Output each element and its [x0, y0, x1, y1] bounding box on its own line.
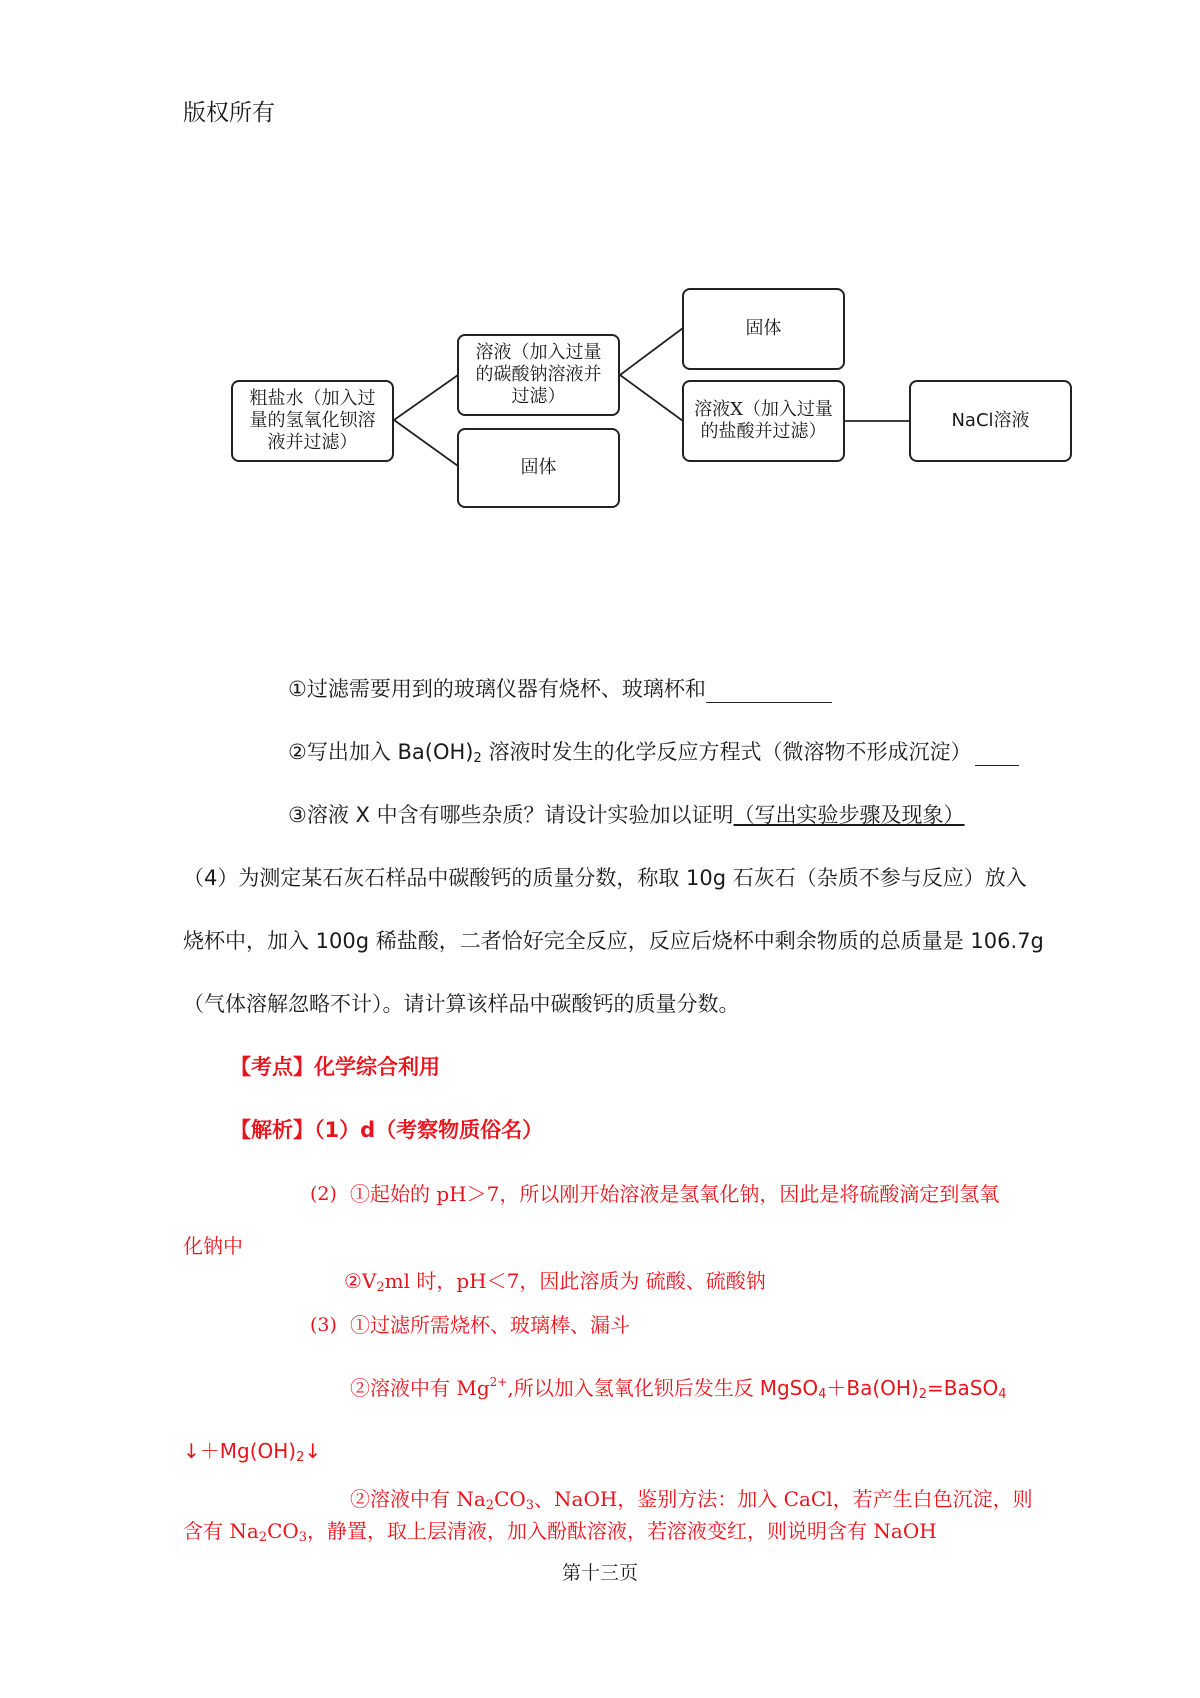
- equation-part: ↓: [304, 1439, 322, 1463]
- connector-line: [394, 420, 458, 466]
- answer-2-line-2: 化钠中: [183, 1234, 243, 1258]
- question-4-line-1: （4）为测定某石灰石样品中碳酸钙的质量分数，称取 10g 石灰石（杂质不参与反应）放入: [183, 866, 1027, 890]
- answer-jiexi: 【解析】（1）d（考察物质俗名）: [230, 1118, 544, 1142]
- subscript: 4: [998, 1387, 1007, 1402]
- subscript: 2: [258, 1530, 268, 1545]
- question-4-line-3: （气体溶解忽略不计）。请计算该样品中碳酸钙的质量分数。: [183, 992, 740, 1016]
- subscript: 2: [296, 1450, 305, 1465]
- text-part: CO: [267, 1519, 299, 1543]
- text-part: 含有 Na: [183, 1519, 259, 1543]
- question-3-text: ③溶液 X 中含有哪些杂质？请设计实验加以证明: [288, 803, 734, 827]
- connector-line: [394, 375, 458, 420]
- answer-3-line-4: [350, 1483, 1033, 1513]
- text-part: CO: [494, 1487, 526, 1511]
- subscript: 4: [818, 1387, 827, 1402]
- text-part: ②溶液中有 Mg: [350, 1376, 490, 1400]
- answer-kaodian: 【考点】化学综合利用: [230, 1055, 440, 1079]
- equation-part: ＋Ba(OH): [826, 1376, 919, 1400]
- subscript: 2: [485, 1498, 495, 1513]
- flow-box-solid-upper: 固体: [682, 288, 845, 370]
- flow-box-crude-brine: 粗盐水（加入过量的氢氧化钡溶液并过滤）: [231, 380, 394, 462]
- answer-2-line-1: ①起始的 pH＞7，所以刚开始溶液是氢氧化钠，因此是将硫酸滴定到氢氧: [350, 1182, 1000, 1206]
- question-2-text: ②写出加入 Ba(OH): [288, 740, 474, 764]
- text-part: ,所以加入氢氧化钡后发生反: [507, 1376, 754, 1400]
- question-2-text-cont: 溶液时发生的化学反应方程式（微溶物不形成沉淀）: [481, 740, 972, 764]
- answer-2-line-3: [344, 1265, 766, 1295]
- answer-3-line-5: [183, 1515, 937, 1545]
- connector-line: [620, 328, 683, 375]
- text-part: ②V: [344, 1269, 377, 1293]
- subscript: 3: [525, 1498, 535, 1513]
- flow-box-nacl: NaCl溶液: [909, 380, 1072, 462]
- subscript: 3: [298, 1530, 308, 1545]
- text-part: ml 时，pH＜7，因此溶质为 硫酸、硫酸钠: [384, 1269, 766, 1293]
- subscript: 2: [918, 1387, 928, 1402]
- text-part: 、NaOH，鉴别方法：加入 CaCl，若产生白色沉淀，则: [534, 1487, 1033, 1511]
- question-2: [288, 736, 1019, 766]
- answer-blank: [975, 743, 1019, 766]
- subscript: 2: [376, 1280, 385, 1295]
- question-3-underlined: （写出实验步骤及现象）: [733, 803, 965, 827]
- flow-box-sodium-carbonate: 溶液（加入过量的碳酸钠溶液并过滤）: [457, 334, 620, 416]
- answer-3-line-2: [350, 1372, 1006, 1402]
- answer-3-line-3: [183, 1435, 321, 1465]
- text-part: ，静置，取上层清液，加入酚酞溶液，若溶液变红，则说明含有 NaOH: [307, 1519, 937, 1543]
- flow-box-solid-lower: 固体: [457, 428, 620, 508]
- answer-2-number: (2): [310, 1183, 337, 1205]
- question-1: [288, 673, 832, 703]
- page-footer: 第十三页: [561, 1562, 638, 1584]
- answer-3-number: (3): [310, 1314, 337, 1336]
- equation-part: MgSO: [759, 1376, 819, 1400]
- connector-line: [620, 375, 683, 421]
- subscript: 2: [473, 751, 482, 766]
- page-header: 版权所有: [183, 100, 275, 126]
- text-part: ②溶液中有 Na: [350, 1487, 486, 1511]
- superscript: 2+: [489, 1375, 508, 1389]
- answer-3-line-1: ①过滤所需烧杯、玻璃棒、漏斗: [350, 1313, 630, 1337]
- question-3: [288, 799, 965, 829]
- question-1-text: ①过滤需要用到的玻璃仪器有烧杯、玻璃杯和: [288, 677, 706, 701]
- answer-blank: [706, 680, 832, 703]
- flow-box-solution-x: 溶液X（加入过量的盐酸并过滤）: [682, 380, 845, 462]
- question-4-line-2: 烧杯中，加入 100g 稀盐酸，二者恰好完全反应，反应后烧杯中剩余物质的总质量是 106.7g: [183, 929, 1044, 953]
- equation-part: ↓＋Mg(OH): [183, 1439, 297, 1463]
- equation-part: =BaSO: [927, 1376, 999, 1400]
